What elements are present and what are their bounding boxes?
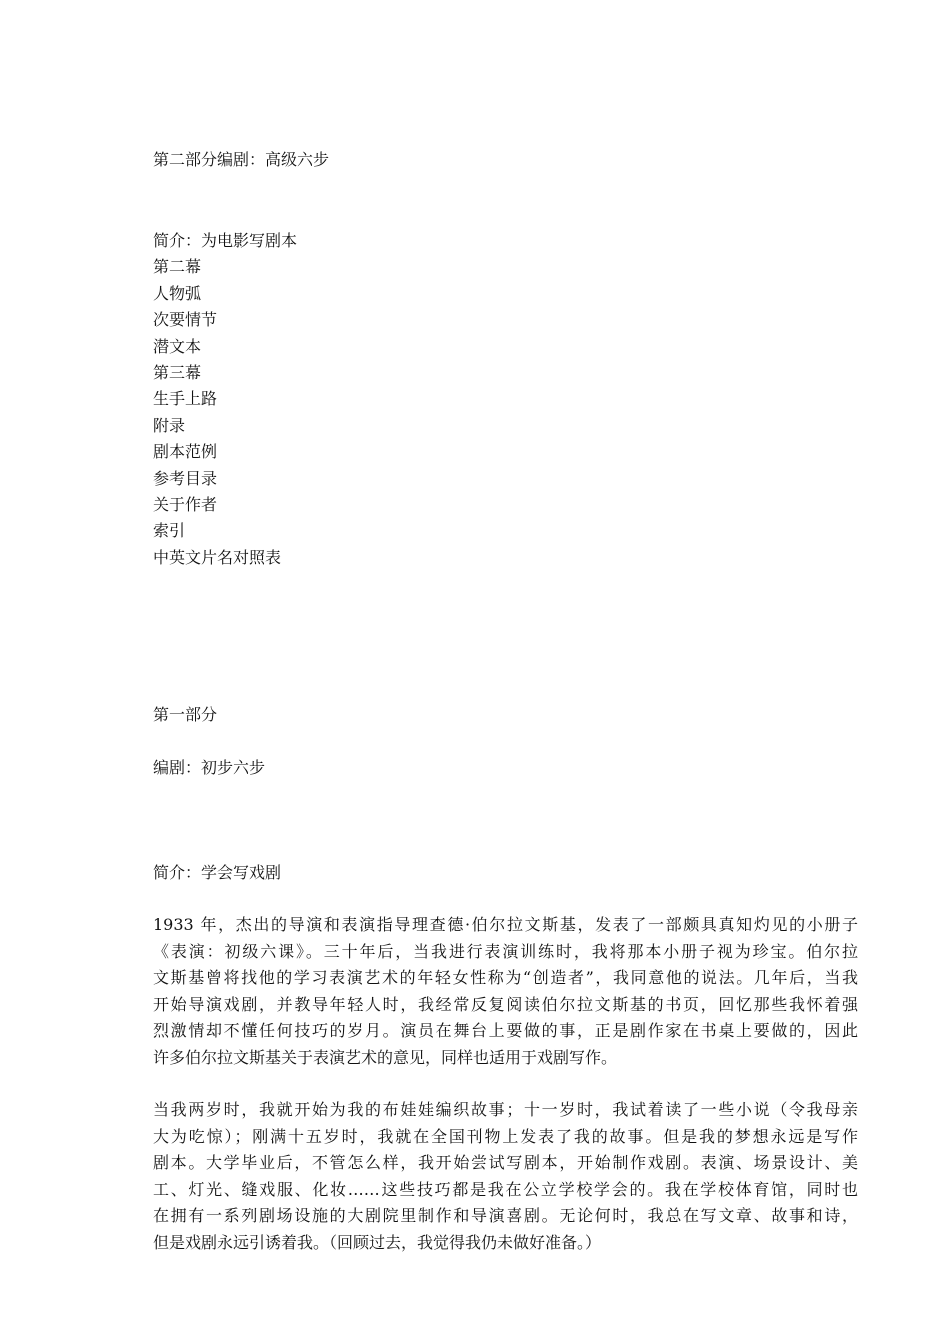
intro-heading: 简介：学会写戏剧 <box>153 863 282 882</box>
toc-item: 次要情节 <box>153 310 218 330</box>
toc-item: 生手上路 <box>153 389 218 409</box>
paragraph-line: 在拥有一系列剧场设施的大剧院里制作和导演喜剧。无论何时，我总在写文章、故事和诗， <box>153 1206 858 1225</box>
toc-item: 简介：为电影写剧本 <box>153 231 298 250</box>
paragraph-line: 当我两岁时，我就开始为我的布娃娃编织故事；十一岁时，我试着读了一些小说（令我母亲 <box>153 1100 858 1119</box>
paragraph-line: 开始导演戏剧，并教导年轻人时，我经常反复阅读伯尔拉文斯基的书页，回忆那些我怀着强 <box>153 994 858 1014</box>
paragraph-line: 大为吃惊）；刚满十五岁时，我就在全国刊物上发表了我的故事。但是我的梦想永远是写作 <box>153 1126 858 1146</box>
toc-item: 索引 <box>153 521 186 541</box>
toc-item: 第三幕 <box>153 363 202 383</box>
toc-item: 潜文本 <box>153 336 202 356</box>
paragraph-line: 烈激情却不懂任何技巧的岁月。演员在舞台上要做的事，正是剧作家在书桌上要做的，因此 <box>153 1021 858 1040</box>
paragraph-line: 许多伯尔拉文斯基关于表演艺术的意见，同样也适用于戏剧写作。 <box>153 1047 618 1067</box>
toc-item: 人物弧 <box>153 283 202 303</box>
toc-item: 中英文片名对照表 <box>153 547 282 567</box>
part1-subtitle: 编剧：初步六步 <box>153 758 266 777</box>
toc-item: 附录 <box>153 415 186 435</box>
paragraph-line: 1933 年，杰出的导演和表演指导理查德·伯尔拉文斯基，发表了一部颇具真知灼见的小册子 <box>153 915 858 934</box>
intro-paragraph-1 <box>153 912 858 1071</box>
toc-item: 参考目录 <box>153 468 218 488</box>
intro-paragraph-2 <box>153 1097 858 1256</box>
toc-item: 第二幕 <box>153 257 202 277</box>
paragraph-line: 剧本。大学毕业后，不管怎么样，我开始尝试写剧本，开始制作戏剧。表演、场景设计、美 <box>153 1153 858 1172</box>
paragraph-line: 《表演：初级六课》。三十年后，当我进行表演训练时，我将那本小册子视为珍宝。伯尔拉 <box>153 941 858 961</box>
part1-heading: 第一部分 <box>153 705 218 724</box>
toc-item: 关于作者 <box>153 495 218 515</box>
toc-item: 剧本范例 <box>153 442 218 462</box>
table-of-contents <box>153 228 297 571</box>
paragraph-line: 工、灯光、缝戏服、化妆……这些技巧都是我在公立学校学会的。我在学校体育馆，同时也 <box>153 1179 858 1199</box>
paragraph-line: 文斯基曾将找他的学习表演艺术的年轻女性称为“创造者”，我同意他的说法。几年后，当我 <box>153 968 858 987</box>
paragraph-line: 但是戏剧永远引诱着我。（回顾过去，我觉得我仍未做好准备。） <box>153 1232 602 1252</box>
part2-heading: 第二部分编剧：高级六步 <box>153 150 330 169</box>
